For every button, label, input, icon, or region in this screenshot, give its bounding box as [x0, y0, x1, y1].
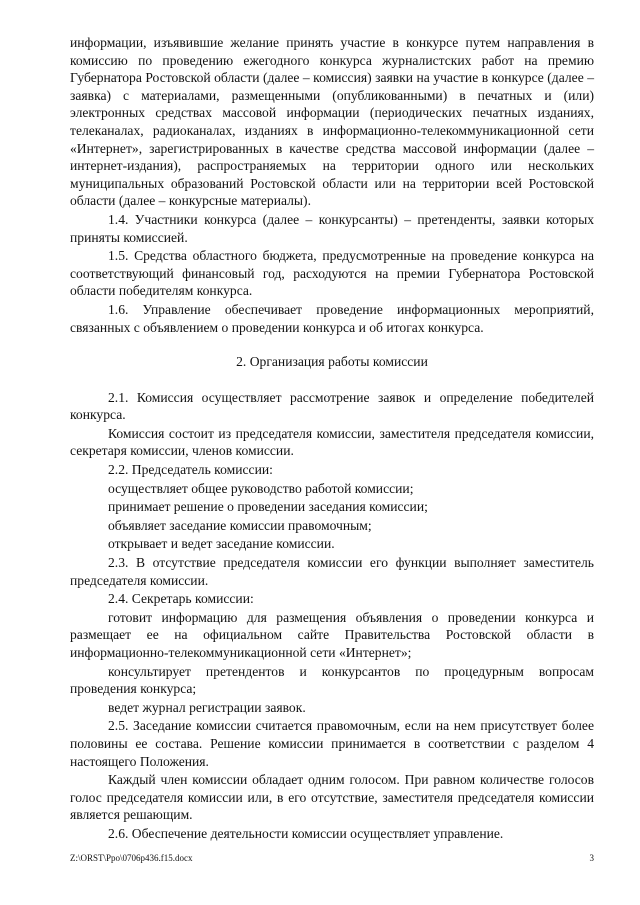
paragraph: готовит информацию для размещения объявления о проведении конкурса и размещает ее на официальном сайте Правительства Ростовской области в информационно-телекоммуникационной сети «Интернет»;: [70, 609, 594, 660]
document-page: [70, 34, 594, 844]
paragraph: 1.6. Управление обеспечивает проведение информационных мероприятий, связанных с объявлением о проведении конкурса и об итогах конкурса.: [70, 301, 594, 335]
paragraph: 1.5. Средства областного бюджета, предусмотренные на проведение конкурса на соответствующий финансовый год, расходуются на премии Губернатора Ростовской области победителям конкурса.: [70, 248, 594, 299]
paragraph: 2.6. Обеспечение деятельности комиссии осуществляет управление.: [108, 825, 504, 841]
paragraph: информации, изъявившие желание принять участие в конкурсе путем направления в комиссию по проведению ежегодного конкурса журналистских работ на премию Губернатора Ростовской области (далее – комиссия) заявки на участие в конкурсе (далее – заявка) с материалами, размещенными (опубликованными) в печатных и (или) электронных средствах массовой информации (периодических печатных изданиях, телеканалах, радиоканалах, изданиях в информационно-телекоммуникационной сети «Интернет», зарегистрированных в качестве средства массовой информации (далее – интернет-издания), распространяемых на территории одного или нескольких муниципальных образований Ростовской области или на территории всей Ростовской области (далее – конкурсные материалы).: [70, 35, 594, 209]
section-heading: 2. Организация работы комиссии: [236, 354, 428, 370]
paragraph: 2.1. Комиссия осуществляет рассмотрение заявок и определение победителей конкурса.: [70, 389, 594, 423]
footer-file-path: Z:\ORST\Ppo\0706p436.f15.docx: [70, 853, 193, 863]
paragraph: 2.5. Заседание комиссии считается правомочным, если на нем присутствует более половины ее состава. Решение комиссии принимается в соответствии с разделом 4 настоящего Положения.: [70, 718, 594, 769]
paragraph: Каждый член комиссии обладает одним голосом. При равном количестве голосов голос председателя комиссии или, в его отсутствие, заместителя председателя комиссии является решающим.: [70, 772, 594, 823]
paragraph: 2.4. Секретарь комиссии:: [108, 591, 254, 607]
paragraph: осуществляет общее руководство работой комиссии;: [108, 480, 414, 496]
paragraph: консультирует претендентов и конкурсантов по процедурным вопросам проведения конкурса;: [70, 663, 594, 697]
paragraph: 2.3. В отсутствие председателя комиссии его функции выполняет заместитель председателя комиссии.: [70, 555, 594, 588]
page-footer: [70, 852, 594, 864]
paragraph: ведет журнал регистрации заявок.: [108, 699, 306, 715]
paragraph: 1.4. Участники конкурса (далее – конкурсанты) – претенденты, заявки которых приняты комиссией.: [70, 211, 594, 245]
paragraph: 2.2. Председатель комиссии:: [108, 462, 273, 478]
paragraph: Комиссия состоит из председателя комиссии, заместителя председателя комиссии, секретаря комиссии, членов комиссии.: [70, 425, 594, 459]
page-number: 3: [589, 853, 594, 863]
paragraph: принимает решение о проведении заседания комиссии;: [108, 499, 428, 515]
paragraph: открывает и ведет заседание комиссии.: [108, 536, 335, 552]
paragraph: объявляет заседание комиссии правомочным;: [108, 517, 372, 533]
